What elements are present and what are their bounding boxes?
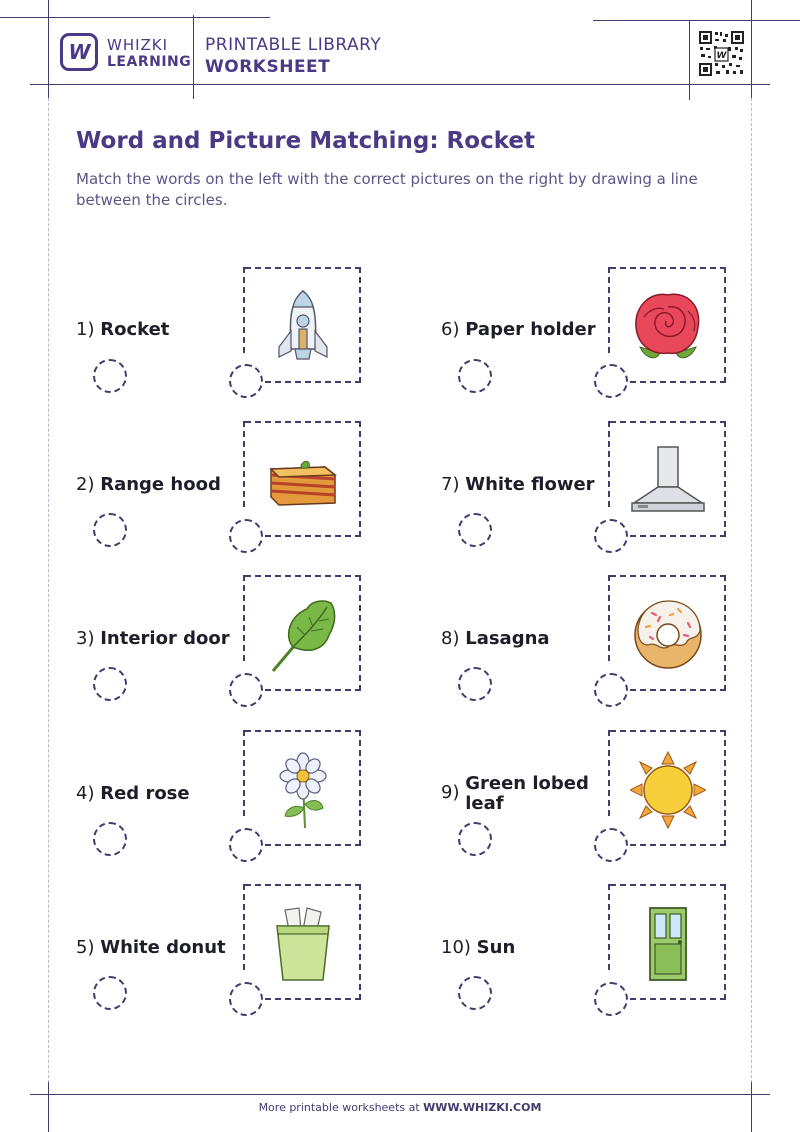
range-hood-picture xyxy=(630,441,706,521)
right-item-6-match-circle[interactable] xyxy=(458,359,492,393)
lasagna-picture xyxy=(265,441,341,521)
page-border-right xyxy=(751,98,752,1083)
right-picture-8-match-circle[interactable] xyxy=(594,673,628,707)
left-item-5-match-circle[interactable] xyxy=(93,976,127,1010)
left-picture-box-4 xyxy=(245,730,361,846)
item-number: 10) xyxy=(441,937,471,958)
right-item-9-match-circle[interactable] xyxy=(458,822,492,856)
right-item-6-label xyxy=(441,320,596,340)
item-number: 9) xyxy=(441,782,460,803)
item-number: 1) xyxy=(76,319,95,340)
left-picture-3-match-circle[interactable] xyxy=(229,673,263,707)
header-divider-qr xyxy=(689,20,690,100)
sun-picture xyxy=(630,750,706,830)
left-picture-box-1 xyxy=(245,267,361,383)
item-number: 5) xyxy=(76,937,95,958)
right-picture-box-9 xyxy=(610,730,726,846)
brand-subname: LEARNING xyxy=(107,54,192,70)
item-word: White donut xyxy=(100,937,226,958)
item-number: 4) xyxy=(76,783,95,804)
item-word: Sun xyxy=(476,937,516,958)
item-word: Range hood xyxy=(100,474,221,495)
whizki-logo-icon xyxy=(60,33,98,71)
footer-top-rule xyxy=(30,1094,770,1095)
white-flower-picture xyxy=(265,750,341,830)
left-picture-1-match-circle[interactable] xyxy=(229,364,263,398)
item-word: Red rose xyxy=(100,783,190,804)
worksheet-title: Word and Picture Matching: Rocket xyxy=(76,128,535,154)
header-left-rule xyxy=(48,0,49,98)
left-item-5-label xyxy=(76,938,226,958)
left-item-4-label xyxy=(76,784,190,804)
rocket-picture xyxy=(265,287,341,367)
header-divider xyxy=(193,15,194,99)
item-word: Interior door xyxy=(100,628,230,649)
left-item-2-match-circle[interactable] xyxy=(93,513,127,547)
paper-holder-picture xyxy=(265,904,341,984)
right-picture-7-match-circle[interactable] xyxy=(594,519,628,553)
brand-name: WHIZKI xyxy=(107,36,169,54)
left-item-1-label xyxy=(76,320,169,340)
red-rose-picture xyxy=(630,287,706,367)
left-picture-box-2 xyxy=(245,421,361,537)
header-right-rule xyxy=(751,0,752,98)
footer-link[interactable]: WWW.WHIZKI.COM xyxy=(423,1101,542,1114)
left-item-3-match-circle[interactable] xyxy=(93,667,127,701)
item-word: Green lobed leaf xyxy=(465,773,589,814)
left-picture-2-match-circle[interactable] xyxy=(229,519,263,553)
left-picture-box-3 xyxy=(245,575,361,691)
right-picture-box-6 xyxy=(610,267,726,383)
right-item-7-label xyxy=(441,475,595,495)
item-number: 2) xyxy=(76,474,95,495)
worksheet-label: WORKSHEET xyxy=(205,57,331,77)
item-word: Paper holder xyxy=(465,319,596,340)
item-number: 8) xyxy=(441,628,460,649)
header-top-rule-left xyxy=(0,17,270,18)
page-border-left xyxy=(48,98,49,1083)
left-picture-5-match-circle[interactable] xyxy=(229,982,263,1016)
right-item-8-match-circle[interactable] xyxy=(458,667,492,701)
left-item-2-label xyxy=(76,475,221,495)
right-picture-box-7 xyxy=(610,421,726,537)
right-picture-box-8 xyxy=(610,575,726,691)
left-item-1-match-circle[interactable] xyxy=(93,359,127,393)
footer xyxy=(0,1101,800,1114)
item-number: 7) xyxy=(441,474,460,495)
qr-code-icon xyxy=(698,30,745,77)
svg-text:W: W xyxy=(716,51,727,61)
right-picture-6-match-circle[interactable] xyxy=(594,364,628,398)
library-label: PRINTABLE LIBRARY xyxy=(205,35,382,55)
footer-text: More printable worksheets at xyxy=(258,1101,424,1114)
green-lobed-leaf-picture xyxy=(265,595,341,675)
logo-letter: W xyxy=(68,40,90,64)
right-picture-10-match-circle[interactable] xyxy=(594,982,628,1016)
header-top-rule-right xyxy=(593,20,800,21)
item-number: 6) xyxy=(441,319,460,340)
right-picture-box-10 xyxy=(610,884,726,1000)
item-word: White flower xyxy=(465,474,595,495)
right-item-7-match-circle[interactable] xyxy=(458,513,492,547)
instructions: Match the words on the left with the correct pictures on the right by drawing a line between the circles. xyxy=(76,170,698,209)
left-item-4-match-circle[interactable] xyxy=(93,822,127,856)
right-picture-9-match-circle[interactable] xyxy=(594,828,628,862)
left-item-3-label xyxy=(76,629,230,649)
left-picture-box-5 xyxy=(245,884,361,1000)
right-item-8-label xyxy=(441,629,550,649)
item-number: 3) xyxy=(76,628,95,649)
header-bottom-rule xyxy=(30,84,770,85)
item-word: Lasagna xyxy=(465,628,550,649)
item-word: Rocket xyxy=(100,319,170,340)
right-item-10-label xyxy=(441,938,515,958)
white-donut-picture xyxy=(630,595,706,675)
right-item-9-label xyxy=(441,774,605,814)
interior-door-picture xyxy=(630,904,706,984)
right-item-10-match-circle[interactable] xyxy=(458,976,492,1010)
left-picture-4-match-circle[interactable] xyxy=(229,828,263,862)
